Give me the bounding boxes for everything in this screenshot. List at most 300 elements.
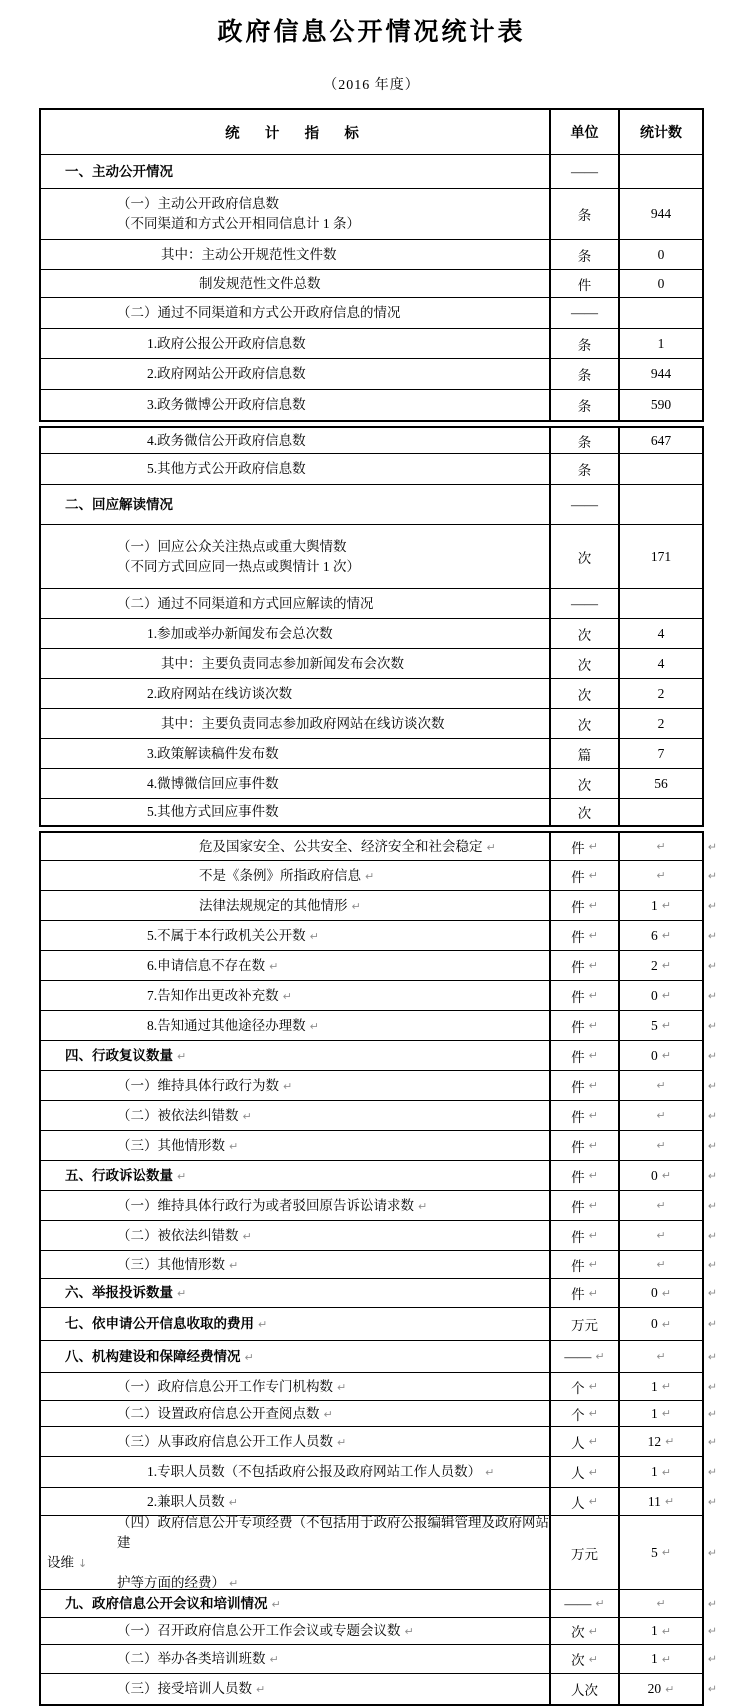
value-cell xyxy=(620,1161,702,1190)
unit-text: 件 xyxy=(577,277,592,293)
unit-text: 条 xyxy=(577,337,592,353)
indicator-line xyxy=(41,364,549,384)
unit-cell xyxy=(551,1373,620,1400)
indicator-text: 九、政府信息公开会议和培训情况 xyxy=(65,1595,268,1611)
cell-end-mark-icon: ↵ xyxy=(588,1624,598,1638)
table-row xyxy=(41,1221,717,1251)
value-cell xyxy=(620,799,702,825)
unit-text: 件 xyxy=(571,899,585,915)
indicator-cell xyxy=(41,1645,551,1673)
unit-cell xyxy=(551,1101,620,1130)
row-end-mark-icon: ↵ xyxy=(707,959,717,972)
indicator-cell xyxy=(41,1161,551,1190)
cell-end-mark-icon: ↵ xyxy=(588,1652,598,1666)
value-cell xyxy=(620,1131,702,1160)
cell-end-mark-icon: ↵ xyxy=(661,899,671,912)
indicator-cell xyxy=(41,155,551,188)
table-row xyxy=(41,1401,717,1427)
table-row xyxy=(41,1308,717,1341)
cell-end-mark-icon: ↵ xyxy=(595,1597,605,1610)
unit-text: 次 xyxy=(571,1653,585,1668)
indicator-cell xyxy=(41,1251,551,1278)
value-cell xyxy=(620,709,702,738)
value-text: 0 xyxy=(651,1316,658,1331)
value-cell xyxy=(620,1488,702,1515)
cell-end-mark-icon: ↵ xyxy=(229,1258,239,1272)
indicator-text: 5.其他方式回应事件数 xyxy=(147,804,279,819)
indicator-line xyxy=(41,986,549,1006)
unit-text: 次 xyxy=(577,627,592,643)
indicator-cell xyxy=(41,1341,551,1372)
value-text: 2 xyxy=(657,715,665,731)
indicator-line xyxy=(41,1679,549,1699)
cell-end-mark-icon: ↵ xyxy=(365,869,375,883)
unit-text: 件 xyxy=(571,1019,585,1035)
unit-text: 个 xyxy=(571,1380,585,1396)
cell-end-mark-icon: ↵ xyxy=(588,1229,598,1242)
unit-cell xyxy=(551,1011,620,1040)
indicator-line xyxy=(41,684,549,704)
cell-end-mark-icon: ↵ xyxy=(661,1624,671,1638)
unit-cell xyxy=(551,1488,620,1515)
value-cell xyxy=(620,619,702,648)
indicator-text: （一）主动公开政府信息数 xyxy=(117,196,279,211)
table-row xyxy=(41,428,702,454)
unit-text: 次 xyxy=(577,657,592,673)
value-text: 5 xyxy=(651,1544,658,1560)
cell-end-mark-icon: ↵ xyxy=(256,1683,266,1696)
cell-end-mark-icon: ↵ xyxy=(656,1229,666,1242)
indicator-text: 7.告知作出更改补充数 xyxy=(147,987,279,1003)
table-row xyxy=(41,359,702,390)
indicator-text: （二）被依法纠错数 xyxy=(117,1227,239,1243)
unit-cell xyxy=(551,739,620,768)
value-text: 1 xyxy=(657,335,665,351)
indicator-line xyxy=(41,1347,549,1367)
indicator-text: （一）维持具体行政行为或者驳回原告诉讼请求数 xyxy=(117,1197,414,1213)
table-row xyxy=(41,709,702,739)
indicator-line xyxy=(41,594,549,614)
indicator-text: （三）接受培训人员数 xyxy=(117,1681,252,1696)
unit-text: 件 xyxy=(571,1109,585,1125)
table-row xyxy=(41,1131,717,1161)
value-cell xyxy=(620,525,702,588)
cell-end-mark-icon: ↵ xyxy=(588,1465,598,1479)
table-row xyxy=(41,329,702,359)
indicator-cell xyxy=(41,270,551,297)
value-cell xyxy=(620,951,702,980)
indicator-line xyxy=(41,1226,549,1246)
indicator-line xyxy=(41,744,549,764)
table-row xyxy=(41,891,717,921)
indicator-cell xyxy=(41,1101,551,1130)
cell-end-mark-icon: ↵ xyxy=(588,1019,598,1032)
indicator-line xyxy=(41,866,549,886)
unit-text: 件 xyxy=(571,840,585,856)
unit-text: 次 xyxy=(577,806,592,821)
indicator-text: 不是《条例》所指政府信息 xyxy=(199,867,361,883)
unit-cell xyxy=(551,1516,620,1589)
table-segment xyxy=(39,426,704,827)
cell-end-mark-icon: ↵ xyxy=(177,1287,187,1300)
cell-end-mark-icon: ↵ xyxy=(656,1109,666,1122)
cell-end-mark-icon: ↵ xyxy=(588,1435,598,1448)
indicator-cell xyxy=(41,1041,551,1070)
cell-end-mark-icon: ↵ xyxy=(588,1495,598,1508)
table-row xyxy=(41,454,702,485)
value-cell xyxy=(620,1516,702,1589)
table-row xyxy=(41,679,702,709)
indicator-cell xyxy=(41,1488,551,1515)
row-end-mark-icon: ↵ xyxy=(707,1495,717,1508)
indicator-text: 其中：主要负责同志参加政府网站在线访谈次数 xyxy=(161,715,445,731)
table-row xyxy=(41,769,702,799)
cell-end-mark-icon: ↵ xyxy=(588,1169,598,1182)
unit-text: —— xyxy=(571,595,598,611)
indicator-line xyxy=(41,624,549,644)
table-row xyxy=(41,1618,717,1645)
cell-end-mark-icon: ↵ xyxy=(588,1286,598,1300)
indicator-line xyxy=(41,837,549,857)
cell-end-mark-icon: ↵ xyxy=(661,1317,671,1331)
unit-text: 次 xyxy=(577,717,592,733)
indicator-cell xyxy=(41,1191,551,1220)
indicator-text: 2.政府网站公开政府信息数 xyxy=(147,366,306,381)
value-text: 4 xyxy=(657,625,665,641)
value-cell xyxy=(620,1457,702,1487)
cell-end-mark-icon: ↵ xyxy=(656,840,666,853)
row-end-mark-icon: ↵ xyxy=(707,899,717,912)
table-row xyxy=(41,155,702,189)
unit-cell xyxy=(551,525,620,588)
cell-end-mark-icon: ↵ xyxy=(664,1495,675,1508)
indicator-text: 8.告知通过其他途径办理数 xyxy=(147,1017,306,1033)
unit-text: 篇 xyxy=(577,747,592,763)
indicator-text: 设维 xyxy=(47,1554,74,1570)
cell-end-mark-icon: ↵ xyxy=(656,1350,666,1363)
unit-cell xyxy=(551,1427,620,1456)
cell-end-mark-icon: ↵ xyxy=(309,929,319,943)
indicator-line xyxy=(41,245,549,265)
indicator-cell xyxy=(41,390,551,420)
value-cell xyxy=(620,861,702,890)
indicator-cell xyxy=(41,428,551,453)
indicator-cell xyxy=(41,891,551,920)
unit-cell xyxy=(551,891,620,920)
cell-end-mark-icon: ↵ xyxy=(177,1169,187,1183)
indicator-text: 四、行政复议数量 xyxy=(65,1047,173,1063)
value-text: 647 xyxy=(650,432,672,448)
unit-text: —— xyxy=(571,305,598,320)
indicator-line xyxy=(41,1166,549,1186)
table-row xyxy=(41,1514,717,1590)
cell-end-mark-icon: ↵ xyxy=(661,1286,671,1300)
row-end-mark-icon: ↵ xyxy=(707,1258,717,1271)
indicator-cell xyxy=(41,739,551,768)
header-value-cell: 统计数 xyxy=(640,126,682,141)
indicator-cell xyxy=(41,589,551,618)
indicator-text: 4.政务微信公开政府信息数 xyxy=(147,432,306,448)
value-text: 590 xyxy=(650,397,672,412)
cell-end-mark-icon: ↵ xyxy=(588,989,598,1002)
cell-end-mark-icon: ↵ xyxy=(661,1652,671,1666)
indicator-text: 其中：主动公开规范性文件数 xyxy=(161,246,337,262)
value-text: 0 xyxy=(651,1047,658,1063)
indicator-cell xyxy=(41,1071,551,1100)
value-text: 1 xyxy=(651,1623,658,1638)
unit-cell xyxy=(551,679,620,708)
indicator-text: 七、依申请公开信息收取的费用 xyxy=(65,1316,254,1331)
row-end-mark-icon: ↵ xyxy=(707,1435,717,1448)
indicator-line xyxy=(41,1432,549,1452)
value-text: 171 xyxy=(650,548,672,564)
cell-end-mark-icon: ↵ xyxy=(588,929,598,942)
value-cell xyxy=(620,454,702,484)
row-end-mark-icon: ↵ xyxy=(707,1546,717,1559)
indicator-text: （二）设置政府信息公开查阅点数 xyxy=(117,1405,320,1421)
unit-text: 条 xyxy=(577,399,592,414)
value-cell xyxy=(620,1191,702,1220)
indicator-line xyxy=(41,1621,549,1641)
value-cell xyxy=(620,1308,702,1340)
value-text: 1 xyxy=(651,897,658,913)
row-end-mark-icon: ↵ xyxy=(707,1350,717,1363)
value-cell xyxy=(620,1427,702,1456)
indicator-line xyxy=(41,774,549,794)
indicator-text: （二）被依法纠错数 xyxy=(117,1107,239,1123)
unit-cell xyxy=(551,454,620,484)
unit-text: —— xyxy=(571,496,598,512)
row-end-mark-icon: ↵ xyxy=(707,1624,717,1638)
indicator-line xyxy=(41,1046,549,1066)
row-end-mark-icon: ↵ xyxy=(707,1682,717,1696)
cell-end-mark-icon: ↵ xyxy=(588,1258,598,1271)
unit-cell xyxy=(551,298,620,328)
line-break-mark-icon: ↓ xyxy=(78,1556,88,1570)
row-end-mark-icon: ↵ xyxy=(707,1019,717,1032)
indicator-line xyxy=(41,1106,549,1126)
value-text: 1 xyxy=(651,1405,658,1421)
row-end-mark-icon: ↵ xyxy=(707,1169,717,1182)
table-row xyxy=(41,981,717,1011)
indicator-line xyxy=(41,926,549,946)
cell-end-mark-icon: ↵ xyxy=(269,959,279,973)
indicator-line xyxy=(41,1492,549,1512)
unit-cell xyxy=(551,270,620,297)
cell-end-mark-icon: ↵ xyxy=(271,1597,281,1611)
cell-end-mark-icon: ↵ xyxy=(656,1597,666,1610)
cell-end-mark-icon: ↵ xyxy=(588,840,598,853)
unit-cell xyxy=(551,1401,620,1426)
value-cell xyxy=(620,981,702,1010)
unit-text: 条 xyxy=(577,434,592,450)
indicator-cell xyxy=(41,1131,551,1160)
unit-text: 条 xyxy=(577,463,592,478)
value-cell xyxy=(620,649,702,678)
unit-cell xyxy=(551,861,620,890)
table-row xyxy=(41,739,702,769)
table-row xyxy=(41,1191,717,1221)
indicator-text: 1.专职人员数（不包括政府公报及政府网站工作人员数） xyxy=(147,1464,482,1479)
indicator-text: （不同渠道和方式公开相同信息计 1 条） xyxy=(117,216,360,231)
unit-cell xyxy=(551,1071,620,1100)
unit-text: 人 xyxy=(571,1466,585,1481)
unit-cell xyxy=(551,1279,620,1307)
value-cell xyxy=(620,833,702,860)
cell-end-mark-icon: ↵ xyxy=(485,1466,495,1479)
indicator-text: （三）其他情形数 xyxy=(117,1137,225,1153)
unit-text: 人 xyxy=(571,1495,585,1511)
table-row xyxy=(41,951,717,981)
cell-end-mark-icon: ↵ xyxy=(656,1199,666,1212)
value-cell xyxy=(620,1590,702,1617)
value-cell xyxy=(620,739,702,768)
unit-text: —— xyxy=(564,1595,592,1611)
value-cell xyxy=(620,1618,702,1644)
unit-cell xyxy=(551,1131,620,1160)
unit-text: 件 xyxy=(571,959,585,975)
indicator-text: 2.兼职人员数 xyxy=(147,1493,225,1509)
value-cell xyxy=(620,589,702,618)
unit-cell xyxy=(551,1221,620,1250)
unit-text: 件 xyxy=(571,1258,585,1274)
cell-end-mark-icon: ↵ xyxy=(661,1019,671,1032)
cell-end-mark-icon: ↵ xyxy=(665,1435,675,1448)
indicator-line xyxy=(41,1314,549,1334)
cell-end-mark-icon: ↵ xyxy=(486,840,496,854)
value-text: 944 xyxy=(650,206,672,221)
unit-text: 万元 xyxy=(571,1546,598,1562)
indicator-line xyxy=(41,1462,549,1482)
unit-cell xyxy=(551,951,620,980)
value-text: 0 xyxy=(651,1167,658,1183)
value-text: 56 xyxy=(654,775,668,791)
indicator-cell xyxy=(41,1308,551,1340)
cell-end-mark-icon: ↵ xyxy=(661,1546,671,1559)
cell-end-mark-icon: ↵ xyxy=(588,959,598,972)
indicator-text: （二）通过不同渠道和方式回应解读的情况 xyxy=(117,595,374,611)
indicator-cell xyxy=(41,679,551,708)
indicator-text: 法律法规规定的其他情形 xyxy=(199,897,348,913)
unit-cell xyxy=(551,619,620,648)
header-unit-cell: 单位 xyxy=(551,110,620,154)
row-end-mark-icon: ↵ xyxy=(707,1199,717,1212)
indicator-cell xyxy=(41,485,551,524)
indicator-text: 二、回应解读情况 xyxy=(65,496,173,512)
cell-end-mark-icon: ↵ xyxy=(242,1229,252,1243)
indicator-cell xyxy=(41,189,551,239)
value-text: 11 xyxy=(647,1493,661,1509)
cell-end-mark-icon: ↵ xyxy=(269,1653,279,1666)
cell-end-mark-icon: ↵ xyxy=(228,1495,238,1509)
value-cell xyxy=(620,298,702,328)
value-text: 0 xyxy=(657,246,665,262)
value-text: 0 xyxy=(651,1285,658,1300)
indicator-text: （不同方式回应同一热点或舆情计 1 次） xyxy=(117,558,360,574)
unit-text: 人 xyxy=(571,1435,585,1451)
row-end-mark-icon: ↵ xyxy=(707,840,717,853)
indicator-text: 五、行政诉讼数量 xyxy=(65,1167,173,1183)
cell-end-mark-icon: ↵ xyxy=(661,929,671,942)
indicator-line xyxy=(41,1553,549,1573)
unit-cell xyxy=(551,981,620,1010)
cell-end-mark-icon: ↵ xyxy=(282,989,292,1003)
value-cell xyxy=(620,359,702,389)
row-end-mark-icon: ↵ xyxy=(707,1079,717,1092)
indicator-cell xyxy=(41,709,551,738)
row-end-mark-icon: ↵ xyxy=(707,1139,717,1152)
table-row xyxy=(41,189,702,240)
indicator-line xyxy=(41,1404,549,1424)
table-segment xyxy=(39,831,717,1706)
indicator-cell xyxy=(41,833,551,860)
cell-end-mark-icon: ↵ xyxy=(656,1258,666,1271)
unit-cell xyxy=(551,709,620,738)
cell-end-mark-icon: ↵ xyxy=(588,1109,598,1122)
table-row xyxy=(41,1251,717,1279)
value-cell xyxy=(620,270,702,297)
indicator-line xyxy=(41,1076,549,1096)
row-end-mark-icon: ↵ xyxy=(707,1380,717,1393)
unit-text: 件 xyxy=(571,989,585,1005)
indicator-line xyxy=(41,459,549,479)
table-row xyxy=(41,1011,717,1041)
unit-cell xyxy=(551,833,620,860)
indicator-text: 八、机构建设和保障经费情况 xyxy=(65,1348,241,1364)
value-text: 0 xyxy=(651,987,658,1003)
unit-cell xyxy=(551,1251,620,1278)
unit-text: 件 xyxy=(571,1199,585,1215)
value-text: 4 xyxy=(657,655,665,671)
unit-cell xyxy=(551,1457,620,1487)
table-header-row xyxy=(41,110,702,155)
cell-end-mark-icon: ↵ xyxy=(337,1435,347,1449)
indicator-text: 4.微博微信回应事件数 xyxy=(147,775,279,791)
unit-text: 件 xyxy=(571,869,585,885)
indicator-cell xyxy=(41,921,551,950)
value-cell xyxy=(620,679,702,708)
value-cell xyxy=(620,390,702,420)
indicator-line xyxy=(41,495,549,515)
indicator-line xyxy=(41,214,549,234)
table-segment xyxy=(39,108,704,422)
table-row xyxy=(41,921,717,951)
indicator-line xyxy=(41,1513,549,1553)
value-cell xyxy=(620,1401,702,1426)
row-end-mark-icon: ↵ xyxy=(707,1049,717,1062)
indicator-cell xyxy=(41,769,551,798)
table-row xyxy=(41,1341,717,1373)
cell-end-mark-icon: ↵ xyxy=(661,959,671,972)
unit-text: 条 xyxy=(577,248,592,264)
table-row xyxy=(41,619,702,649)
unit-cell xyxy=(551,1674,620,1704)
value-text: 2 xyxy=(657,685,665,701)
unit-text: —— xyxy=(564,1348,592,1364)
cell-end-mark-icon: ↵ xyxy=(665,1682,675,1696)
unit-text: 个 xyxy=(571,1407,585,1423)
cell-end-mark-icon: ↵ xyxy=(404,1625,414,1638)
indicator-text: 其中：主要负责同志参加新闻发布会次数 xyxy=(161,655,404,671)
value-cell xyxy=(620,1674,702,1704)
table-row xyxy=(41,485,702,525)
cell-end-mark-icon: ↵ xyxy=(244,1350,254,1364)
indicator-cell xyxy=(41,1373,551,1400)
indicator-text: （二）举办各类培训班数 xyxy=(117,1651,266,1666)
unit-cell xyxy=(551,1618,620,1644)
table-row xyxy=(41,861,717,891)
unit-cell xyxy=(551,1590,620,1617)
